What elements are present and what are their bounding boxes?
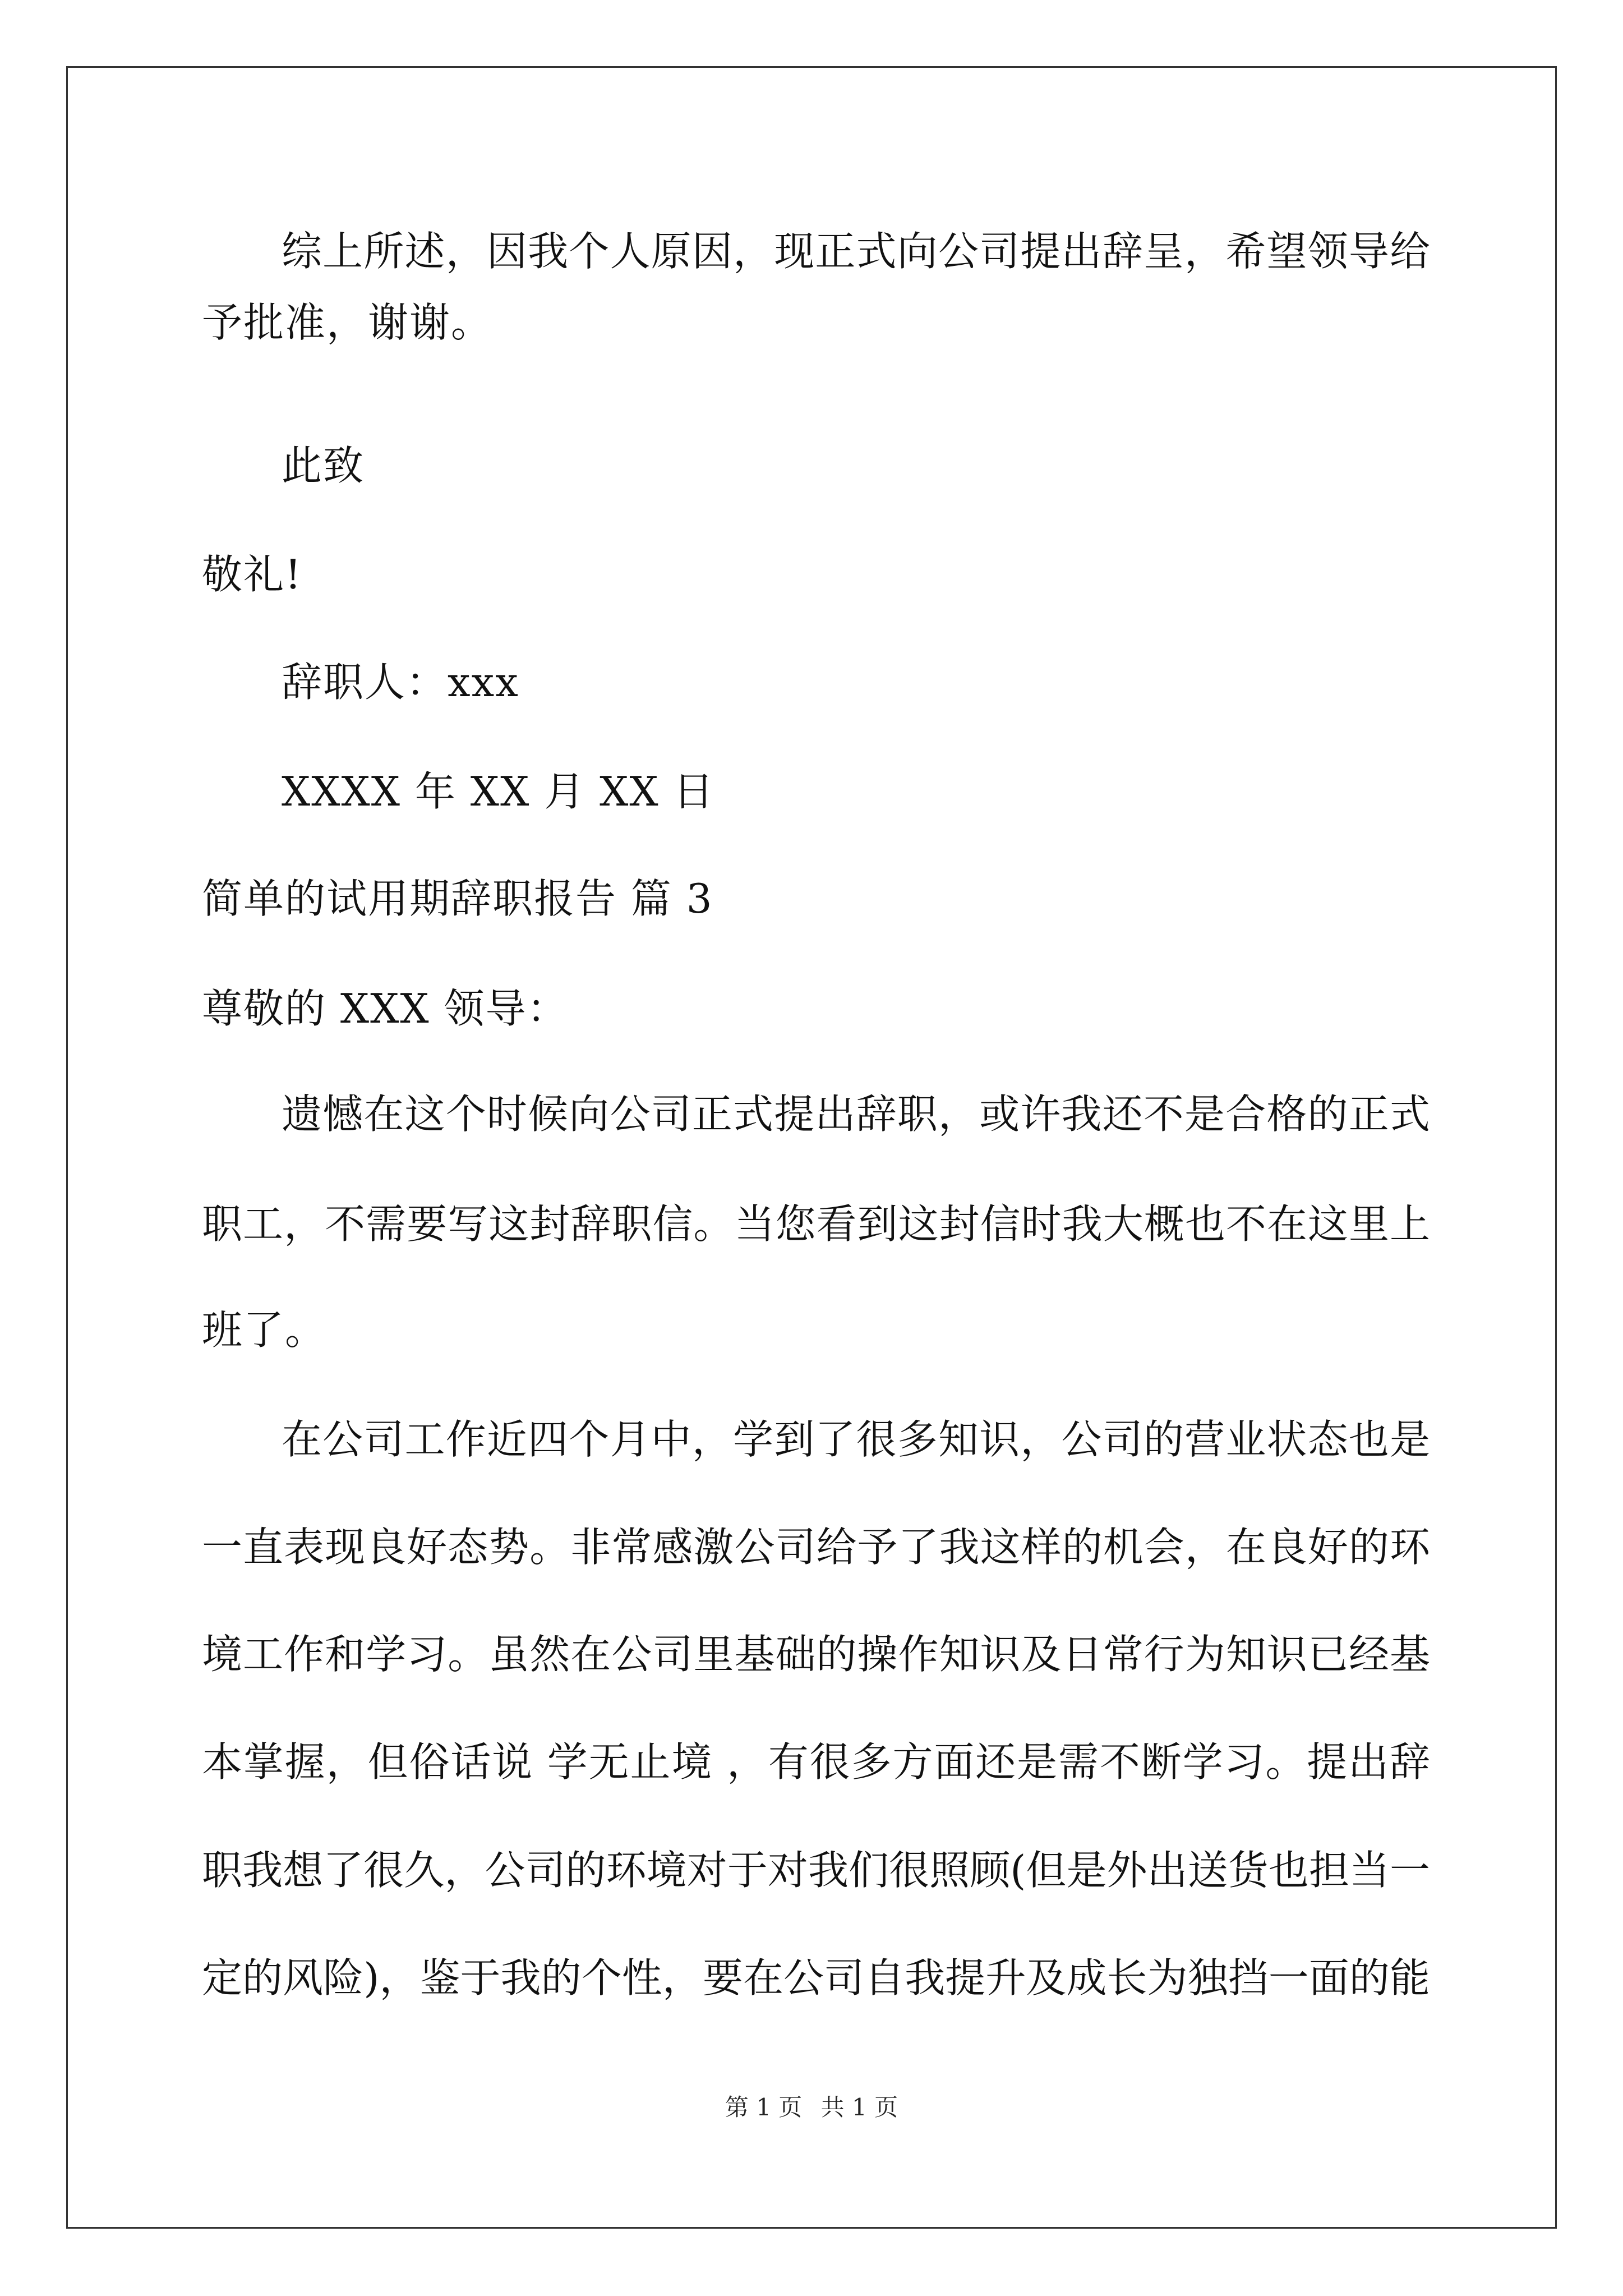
paragraph-line: 定的风险)，鉴于我的个性，要在公司自我提升及成长为独挡一面的能 (202, 1954, 1430, 2001)
paragraph-line: 在公司工作近四个月中，学到了很多知识，公司的营业状态也是 (282, 1416, 1430, 1463)
salutation-line: 敬礼! (202, 551, 302, 598)
date-line: XXXX 年 XX 月 XX 日 (282, 768, 715, 815)
page-total: 共 1 页 (820, 2093, 898, 2121)
paragraph-line: 职工，不需要写这封辞职信。当您看到这封信时我大概也不在这里上 (202, 1200, 1430, 1248)
paragraph-line: 班了。 (202, 1306, 327, 1354)
greeting-line: 尊敬的 XXX 领导： (202, 985, 569, 1032)
page-footer (0, 2093, 1623, 2121)
paragraph-line: 境工作和学习。虽然在公司里基础的操作知识及日常行为知识已经基 (202, 1631, 1430, 1678)
paragraph-line: 职我想了很久，公司的环境对于对我们很照顾(但是外出送货也担当一 (202, 1847, 1430, 1894)
paragraph-line: 一直表现良好态势。非常感激公司给予了我这样的机会，在良好的环 (202, 1524, 1430, 1571)
signature-line: 辞职人：xxx (282, 659, 519, 706)
paragraph-line: 综上所述，因我个人原因，现正式向公司提出辞呈，希望领导给 (282, 228, 1430, 275)
paragraph-line: 予批准，谢谢。 (202, 299, 493, 346)
section-heading: 简单的试用期辞职报告 篇 3 (202, 875, 713, 922)
closing-line: 此致 (282, 442, 365, 489)
paragraph-line: 本掌握，但俗话说 学无止境 ，有很多方面还是需不断学习。提出辞 (202, 1738, 1430, 1786)
page-number: 第 1 页 (725, 2093, 803, 2121)
paragraph-line: 遗憾在这个时候向公司正式提出辞职，或许我还不是合格的正式 (282, 1091, 1430, 1138)
page-border (66, 66, 1557, 2229)
